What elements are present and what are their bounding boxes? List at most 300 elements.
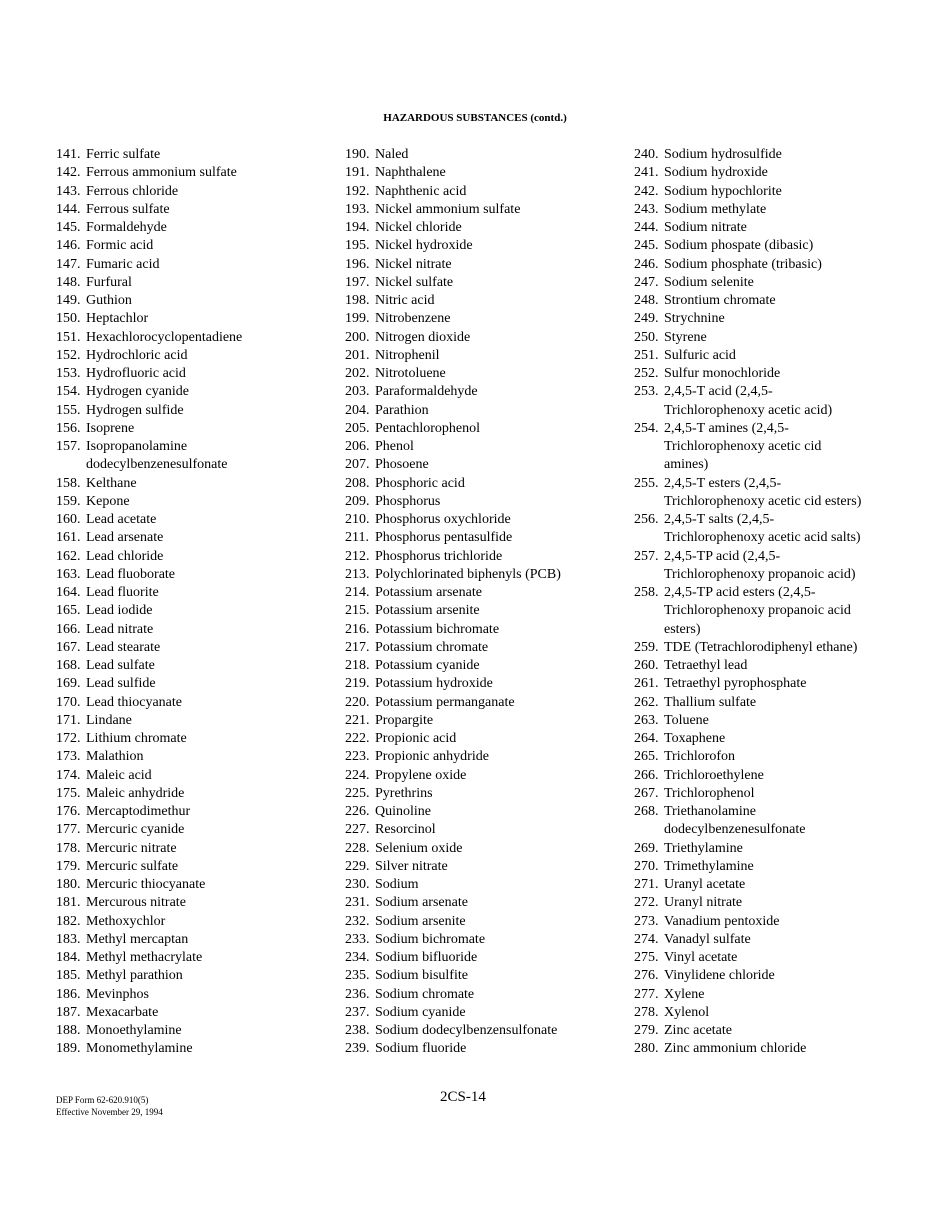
item-number: 259. (634, 639, 659, 655)
list-item (345, 237, 623, 255)
item-number: 247. (634, 274, 659, 290)
item-number: 255. (634, 475, 659, 491)
substance-name: Nickel nitrate (375, 256, 452, 272)
substance-name: Methyl methacrylate (86, 950, 203, 965)
substance-name: 2,4,5-T salts (2,4,5- Trichlorophenoxy acetic acid salts) (664, 512, 861, 546)
item-number: 211. (345, 530, 369, 546)
item-number: 213. (345, 566, 370, 582)
item-number: 142. (56, 165, 81, 181)
item-number: 274. (634, 931, 659, 947)
substance-name: Guthion (86, 293, 132, 308)
list-item (56, 365, 331, 383)
list-item (345, 420, 623, 438)
item-number: 189. (56, 1041, 81, 1057)
substance-name: 2,4,5-T acid (2,4,5- Trichlorophenoxy acetic acid) (664, 384, 833, 418)
substance-name: Sodium hydrosulfide (664, 147, 782, 162)
item-number: 258. (634, 585, 659, 600)
item-number: 254. (634, 420, 659, 436)
list-item (634, 876, 934, 894)
item-number: 145. (56, 220, 81, 235)
substance-name: Potassium permanganate (375, 694, 515, 710)
substance-name: Naphthalene (375, 165, 446, 181)
substance-name: Phosphorus (375, 493, 441, 509)
item-number: 185. (56, 968, 81, 984)
item-number: 269. (634, 840, 659, 856)
item-number: 273. (634, 913, 659, 929)
list-item (56, 274, 331, 292)
list-item (345, 657, 623, 675)
substance-name: Maleic acid (86, 767, 152, 783)
substance-name: Trichloroethylene (664, 767, 764, 783)
substance-name: Potassium arsenite (375, 603, 480, 619)
item-number: 184. (56, 950, 81, 965)
substance-name: Hydrogen sulfide (86, 402, 184, 418)
list-item (634, 347, 934, 365)
list-item (345, 621, 623, 639)
list-item (634, 475, 934, 512)
list-item (345, 274, 623, 292)
item-number: 232. (345, 913, 370, 929)
item-number: 216. (345, 621, 370, 637)
substance-name: 2,4,5-TP acid esters (2,4,5- Trichlorophenoxy propanoic acid esters) (664, 585, 851, 637)
list-item (634, 694, 934, 712)
substance-name: Monomethylamine (86, 1041, 193, 1057)
substance-name: Nitrophenil (375, 347, 440, 363)
item-number: 225. (345, 785, 370, 801)
item-number: 236. (345, 986, 370, 1002)
list-item (634, 748, 934, 766)
substance-name: Lithium chromate (86, 731, 187, 746)
substance-name: Potassium hydroxide (375, 676, 493, 692)
list-item (345, 803, 623, 821)
item-number: 243. (634, 201, 659, 217)
substance-column-2 (345, 146, 623, 1059)
list-item (345, 967, 623, 985)
item-number: 194. (345, 220, 370, 235)
list-item (345, 821, 623, 839)
substance-name: Malathion (86, 749, 144, 765)
substance-name: Vanadium pentoxide (664, 913, 780, 929)
substance-name: Polychlorinated biphenyls (PCB) (375, 566, 561, 582)
list-item (634, 183, 934, 201)
item-number: 205. (345, 420, 370, 436)
list-item (345, 164, 623, 182)
substance-name: Ferrous ammonium sulfate (86, 165, 237, 181)
substance-name: Sulfur monochloride (664, 366, 781, 381)
item-number: 222. (345, 731, 370, 746)
item-number: 268. (634, 804, 659, 819)
item-number: 253. (634, 384, 659, 400)
list-item (56, 292, 331, 310)
item-number: 182. (56, 913, 81, 929)
form-number: DEP Form 62-620.910(5) (56, 1095, 149, 1105)
list-item (345, 146, 623, 164)
substance-name: Propionic anhydride (375, 749, 489, 765)
item-number: 173. (56, 749, 81, 765)
substance-name: Lead fluoborate (86, 566, 176, 582)
list-item (56, 602, 331, 620)
item-number: 158. (56, 475, 81, 491)
item-number: 188. (56, 1023, 81, 1038)
list-item (345, 310, 623, 328)
substance-name: Nickel ammonium sulfate (375, 201, 521, 217)
substance-name: Lead acetate (86, 512, 157, 527)
substance-name: Formaldehyde (86, 220, 167, 235)
page-title: HAZARDOUS SUBSTANCES (contd.) (383, 112, 567, 124)
substance-name: Silver nitrate (375, 858, 448, 874)
item-number: 215. (345, 603, 370, 619)
list-item (345, 365, 623, 383)
item-number: 193. (345, 201, 370, 217)
substance-name: Triethylamine (664, 840, 743, 856)
substance-name: Heptachlor (86, 311, 149, 327)
item-number: 234. (345, 950, 370, 965)
item-number: 190. (345, 147, 370, 162)
list-item (56, 529, 331, 547)
item-number: 221. (345, 712, 370, 728)
substance-name: Ferrous chloride (86, 183, 179, 199)
list-item (634, 201, 934, 219)
item-number: 202. (345, 366, 370, 381)
list-item (345, 256, 623, 274)
list-item (56, 712, 331, 730)
item-number: 162. (56, 548, 81, 564)
substance-name: Sulfuric acid (664, 347, 736, 363)
substance-name: Tetraethyl pyrophosphate (664, 676, 807, 692)
list-item (345, 949, 623, 967)
item-number: 154. (56, 384, 81, 400)
list-item (345, 456, 623, 474)
substance-name: Potassium cyanide (375, 658, 480, 673)
substance-name: Mercuric cyanide (86, 822, 185, 838)
list-item (634, 237, 934, 255)
substance-name: Phosphoric acid (375, 475, 465, 491)
item-number: 220. (345, 694, 370, 710)
item-number: 275. (634, 950, 659, 965)
item-number: 171. (56, 712, 81, 728)
item-number: 228. (345, 840, 370, 856)
substance-name: Mevinphos (86, 986, 149, 1002)
substance-name: Zinc ammonium chloride (664, 1041, 807, 1057)
list-item (345, 748, 623, 766)
substance-name: Potassium chromate (375, 639, 489, 655)
list-item (634, 949, 934, 967)
list-item (345, 675, 623, 693)
substance-name: Phenol (375, 439, 414, 454)
item-number: 231. (345, 895, 370, 911)
list-item (345, 876, 623, 894)
list-item (56, 146, 331, 164)
list-item (345, 712, 623, 730)
list-item (345, 201, 623, 219)
list-item (634, 675, 934, 693)
list-item (634, 329, 934, 347)
list-item (56, 493, 331, 511)
list-item (345, 858, 623, 876)
list-item (634, 657, 934, 675)
list-item (345, 1004, 623, 1022)
substance-name: Sodium bichromate (375, 931, 486, 947)
substance-name: Sodium phosphate (tribasic) (664, 256, 822, 272)
substance-name: Nitrogen dioxide (375, 329, 471, 345)
substance-name: Sodium hydroxide (664, 165, 768, 181)
substance-name: Hydrogen cyanide (86, 384, 190, 400)
list-item (634, 785, 934, 803)
list-item (634, 256, 934, 274)
substance-name: Ferrous sulfate (86, 201, 170, 217)
item-number: 174. (56, 767, 81, 783)
list-item (56, 876, 331, 894)
substance-name: Naled (375, 147, 409, 162)
substance-name: Lead sulfate (86, 658, 155, 673)
list-item (634, 730, 934, 748)
substance-name: Tetraethyl lead (664, 658, 748, 673)
list-item (345, 566, 623, 584)
item-number: 214. (345, 585, 370, 600)
item-number: 244. (634, 220, 659, 235)
list-item (634, 712, 934, 730)
list-item (345, 183, 623, 201)
item-number: 252. (634, 366, 659, 381)
item-number: 265. (634, 749, 659, 765)
item-number: 186. (56, 986, 81, 1002)
item-number: 278. (634, 1004, 659, 1020)
substance-name: Lead thiocyanate (86, 694, 183, 710)
item-number: 144. (56, 201, 81, 217)
substance-name: Furfural (86, 274, 132, 290)
list-item (634, 894, 934, 912)
substance-name: Quinoline (375, 804, 431, 819)
item-number: 224. (345, 767, 370, 783)
item-number: 267. (634, 785, 659, 801)
substance-name: Nitrotoluene (375, 366, 446, 381)
list-item (56, 639, 331, 657)
substance-name: Sodium chromate (375, 986, 475, 1002)
item-number: 229. (345, 858, 370, 874)
substance-name: Sodium hypochlorite (664, 183, 782, 199)
list-item (634, 767, 934, 785)
substance-name: Sodium phospate (dibasic) (664, 238, 814, 254)
item-number: 272. (634, 895, 659, 911)
substance-name: Propargite (375, 712, 434, 728)
item-number: 210. (345, 512, 370, 527)
substance-name: Lead stearate (86, 639, 161, 655)
list-item (56, 164, 331, 182)
substance-name: Fumaric acid (86, 256, 160, 272)
substance-name: Mercurous nitrate (86, 895, 186, 911)
item-number: 261. (634, 676, 659, 692)
substance-name: Nickel sulfate (375, 274, 454, 290)
item-number: 169. (56, 676, 81, 692)
item-number: 172. (56, 731, 81, 746)
item-number: 148. (56, 274, 81, 290)
item-number: 155. (56, 402, 81, 418)
list-item (634, 310, 934, 328)
substance-name: 2,4,5-T esters (2,4,5- Trichlorophenoxy acetic cid esters) (664, 475, 862, 509)
list-item (345, 493, 623, 511)
list-item (56, 310, 331, 328)
item-number: 242. (634, 183, 659, 199)
list-item (56, 913, 331, 931)
substance-name: Zinc acetate (664, 1023, 733, 1038)
list-item (56, 584, 331, 602)
item-number: 163. (56, 566, 81, 582)
list-item (345, 383, 623, 401)
substance-name: Sodium methylate (664, 201, 767, 217)
list-item (634, 511, 934, 548)
item-number: 149. (56, 293, 81, 308)
item-number: 246. (634, 256, 659, 272)
substance-name: Hexachlorocyclopentadiene (86, 329, 243, 345)
list-item (56, 657, 331, 675)
substance-name: Methoxychlor (86, 913, 166, 929)
item-number: 164. (56, 585, 81, 600)
list-item (56, 420, 331, 438)
list-item (56, 402, 331, 420)
list-item (634, 639, 934, 657)
item-number: 153. (56, 366, 81, 381)
item-number: 195. (345, 238, 370, 254)
list-item (345, 329, 623, 347)
item-number: 270. (634, 858, 659, 874)
item-number: 180. (56, 877, 81, 892)
list-item (634, 274, 934, 292)
item-number: 150. (56, 311, 81, 327)
item-number: 226. (345, 804, 370, 819)
substance-name: Ferric sulfate (86, 147, 161, 162)
substance-name: Vinyl acetate (664, 950, 738, 965)
item-number: 165. (56, 603, 81, 619)
item-number: 151. (56, 329, 81, 345)
item-number: 196. (345, 256, 370, 272)
substance-name: Mercuric sulfate (86, 858, 179, 874)
substance-name: Potassium arsenate (375, 585, 482, 600)
substance-name: Sodium cyanide (375, 1004, 466, 1020)
list-item (345, 785, 623, 803)
substance-name: Strychnine (664, 311, 725, 327)
list-item (345, 840, 623, 858)
list-item (345, 584, 623, 602)
item-number: 212. (345, 548, 370, 564)
list-item (634, 292, 934, 310)
substance-name: Isopropanolamine dodecylbenzenesulfonate (86, 439, 228, 473)
list-item (345, 602, 623, 620)
substance-name: Sodium (375, 877, 419, 892)
list-item (56, 621, 331, 639)
substance-name: Lead fluorite (86, 585, 159, 600)
list-item (56, 347, 331, 365)
substance-name: Thallium sulfate (664, 694, 757, 710)
substance-name: Hydrochloric acid (86, 347, 188, 363)
substance-name: Toluene (664, 712, 709, 728)
list-item (345, 894, 623, 912)
item-number: 143. (56, 183, 81, 199)
list-item (56, 201, 331, 219)
list-item (634, 420, 934, 475)
item-number: 176. (56, 804, 81, 819)
page-number: 2CS-14 (440, 1089, 486, 1105)
substance-name: Phosphorus oxychloride (375, 512, 511, 527)
substance-column-1 (56, 146, 331, 1059)
substance-name: Triethanolamine dodecylbenzenesulfonate (664, 804, 806, 838)
list-item (56, 511, 331, 529)
list-item (56, 894, 331, 912)
item-number: 181. (56, 895, 81, 911)
substance-name: Sodium selenite (664, 274, 754, 290)
item-number: 240. (634, 147, 659, 162)
list-item (56, 183, 331, 201)
list-item (56, 383, 331, 401)
list-item (634, 365, 934, 383)
substance-name: Trichlorophenol (664, 785, 755, 801)
item-number: 204. (345, 402, 370, 418)
list-item (56, 548, 331, 566)
item-number: 177. (56, 822, 81, 838)
substance-name: Potassium bichromate (375, 621, 500, 637)
substance-name: Pentachlorophenol (375, 420, 480, 436)
item-number: 175. (56, 785, 81, 801)
item-number: 256. (634, 512, 659, 527)
list-item (634, 1004, 934, 1022)
list-item (345, 292, 623, 310)
substance-name: Resorcinol (375, 822, 436, 838)
list-item (634, 931, 934, 949)
list-item (56, 475, 331, 493)
substance-name: Maleic anhydride (86, 785, 185, 801)
list-item (56, 821, 331, 839)
substance-name: Sodium bifluoride (375, 950, 478, 965)
item-number: 178. (56, 840, 81, 856)
item-number: 207. (345, 457, 370, 473)
substance-name: Nitric acid (375, 293, 435, 308)
list-item (56, 219, 331, 237)
item-number: 157. (56, 439, 81, 454)
list-item (345, 767, 623, 785)
item-number: 219. (345, 676, 370, 692)
item-number: 227. (345, 822, 370, 838)
form-info (56, 1094, 163, 1118)
list-item (345, 511, 623, 529)
substance-name: Parathion (375, 402, 429, 418)
item-number: 277. (634, 986, 659, 1002)
item-number: 257. (634, 548, 659, 564)
item-number: 237. (345, 1004, 370, 1020)
list-item (634, 986, 934, 1004)
substance-name: Lindane (86, 712, 132, 728)
list-item (56, 986, 331, 1004)
item-number: 209. (345, 493, 370, 509)
substance-name: Vanadyl sulfate (664, 931, 751, 947)
list-item (634, 1022, 934, 1040)
substance-name: Methyl mercaptan (86, 931, 189, 947)
list-item (634, 840, 934, 858)
item-number: 251. (634, 347, 659, 363)
substance-name: 2,4,5-TP acid (2,4,5- Trichlorophenoxy propanoic acid) (664, 548, 856, 582)
list-item (56, 785, 331, 803)
list-item (56, 840, 331, 858)
substance-name: Selenium oxide (375, 840, 463, 856)
substance-name: Nickel chloride (375, 220, 462, 235)
substance-name: Lead iodide (86, 603, 153, 619)
list-item (56, 438, 331, 475)
list-item (345, 347, 623, 365)
list-item (345, 438, 623, 456)
item-number: 245. (634, 238, 659, 254)
list-item (56, 949, 331, 967)
list-item (634, 967, 934, 985)
list-item (634, 548, 934, 585)
item-number: 191. (345, 165, 370, 181)
